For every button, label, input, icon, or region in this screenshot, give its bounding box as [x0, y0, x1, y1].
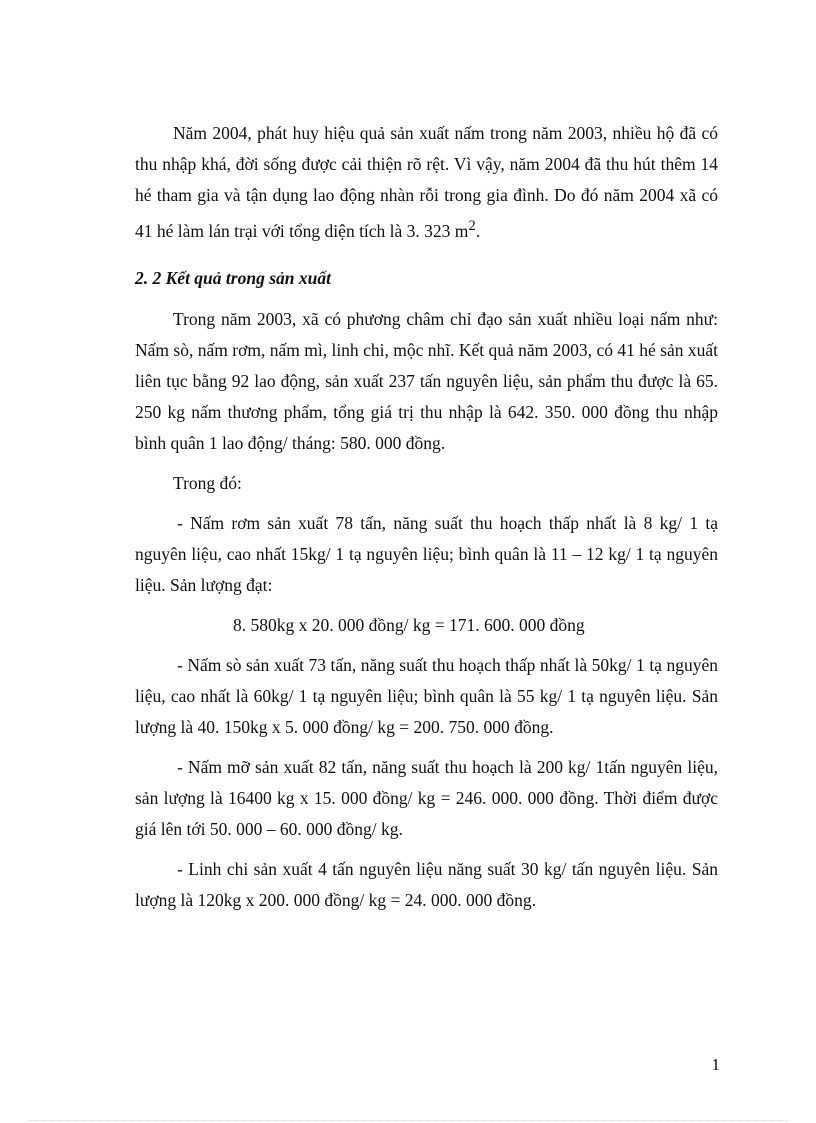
paragraph-2004-text: Năm 2004, phát huy hiệu quả sản xuất nấm trong năm 2003, nhiều hộ đã có thu nhập khá, đời sống được cải thiện rõ rệt. Vì vậy, năm 2004 đã thu hút thêm 14 hé tham gia và tận dụng lao động nhàn rỗi trong gia đình. Do đó năm 2004 xã có 41 hé làm lán trại với tổng diện tích là 3. 323 m: [135, 123, 718, 241]
section-heading: 2. 2 Kết quả trong sản xuất: [135, 267, 331, 288]
list-item-lingzhi: - Linh chi sản xuất 4 tấn nguyên liệu năng suất 30 kg/ tấn nguyên liệu. Sản lượng là 120kg x 200. 000 đồng/ kg = 24. 000. 000 đồng.: [135, 858, 718, 910]
list-item-oyster-mushroom: - Nấm sò sản xuất 73 tấn, năng suất thu hoạch thấp nhất là 50kg/ 1 tạ nguyên liệu, cao nhất là 60kg/ 1 tạ nguyên liệu; bình quân là 55 kg/ 1 tạ nguyên liệu. Sản lượng là 40. 150kg x 5. 000 đồng/ kg = 200. 750. 000 đồng.: [135, 654, 718, 737]
list-item-button-mushroom: - Nấm mỡ sản xuất 82 tấn, năng suất thu hoạch là 200 kg/ 1tấn nguyên liệu, sản lượng là 16400 kg x 15. 000 đồng/ kg = 246. 000. 000 đồng. Thời điểm được giá lên tới 50. 000 – 60. 000 đồng/ kg.: [135, 756, 718, 839]
list-item-straw-mushroom: - Nấm rơm sản xuất 78 tấn, năng suất thu hoạch thấp nhất là 8 kg/ 1 tạ nguyên liệu, cao nhất 15kg/ 1 tạ nguyên liệu; bình quân là 11 – 12 kg/ 1 tạ nguyên liệu. Sản lượng đạt:: [135, 512, 718, 595]
document-body: [135, 118, 718, 925]
paragraph-2004-end: .: [475, 220, 481, 241]
page-bottom-divider: [28, 1120, 788, 1121]
area-unit-superscript: 2: [468, 218, 476, 234]
page-number: 1: [711, 1055, 720, 1074]
paragraph-2004: [135, 118, 718, 247]
paragraph-2003-results: Trong năm 2003, xã có phương châm chỉ đạo sản xuất nhiều loại nấm như: Nấm sò, nấm rơm, nấm mì, linh chi, mộc nhĩ. Kết quả năm 2003, có 41 hé sản xuất liên tục bằng 92 lao động, sản xuất 237 tấn nguyên liệu, sản phẩm thu được là 65. 250 kg nấm thương phẩm, tổng giá trị thu nhập là 642. 350. 000 đồng thu nhập bình quân 1 lao động/ tháng: 580. 000 đồng.: [135, 308, 718, 453]
paragraph-in-which: Trong đó:: [173, 472, 242, 493]
formula-straw-mushroom: 8. 580kg x 20. 000 đồng/ kg = 171. 600. 000 đồng: [233, 614, 585, 635]
